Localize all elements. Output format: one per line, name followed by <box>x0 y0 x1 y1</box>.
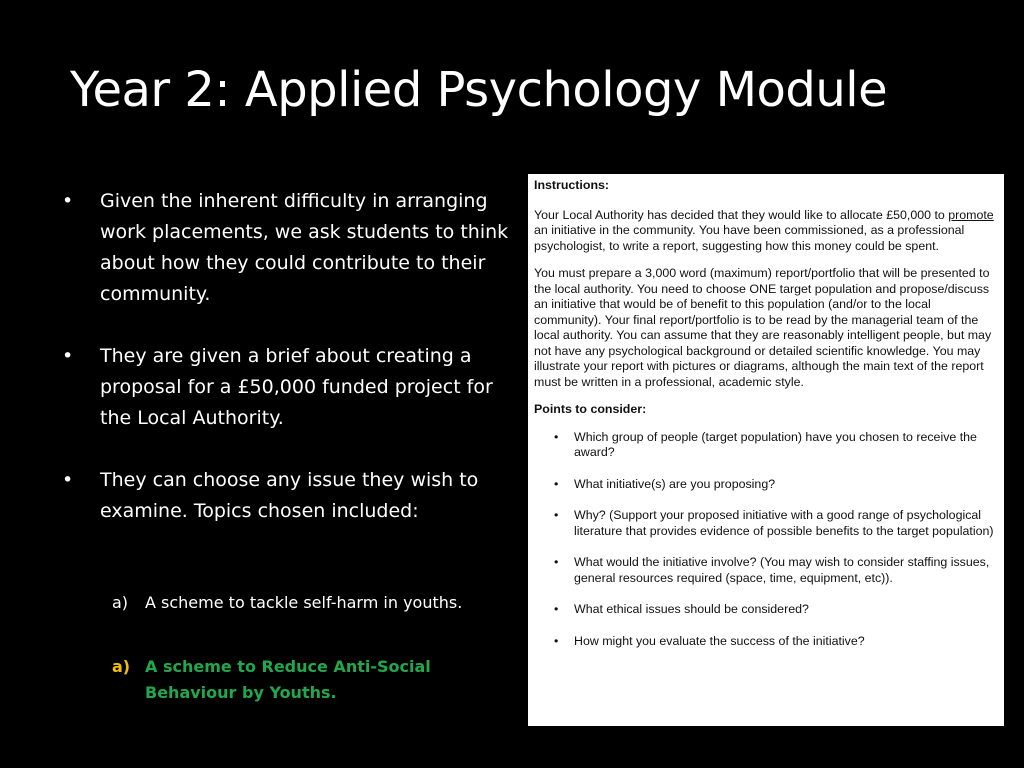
para1-text: Your Local Authority has decided that they would like to allocate £50,000 to <box>534 207 949 222</box>
para1-text-rest: an initiative in the community. You have been commissioned, as a professional psychologist, to write a report, suggesting how this money could be spent. <box>534 223 965 253</box>
bullet-text: They can choose any issue they wish to examine. Topics chosen included: <box>100 469 479 522</box>
point-item <box>534 508 998 539</box>
bullet-item <box>60 186 520 310</box>
point-item <box>534 477 998 493</box>
bullet-list <box>60 186 520 558</box>
bullet-text: Given the inherent difficulty in arranging work placements, we ask students to think about how they could contribute to their community. <box>100 190 509 305</box>
instructions-heading: Instructions: <box>534 178 610 192</box>
topic-text: A scheme to tackle self-harm in youths. <box>145 593 463 612</box>
point-item <box>534 555 998 586</box>
topics-list <box>112 590 522 744</box>
topic-item-highlighted <box>112 654 522 706</box>
point-bullet-icon: • <box>554 602 559 616</box>
bullet-dot-icon: • <box>62 190 74 212</box>
point-bullet-icon: • <box>554 476 559 491</box>
bullet-text: They are given a brief about creating a proposal for a £50,000 funded project for the Local Authority. <box>100 345 493 429</box>
slide-title: Year 2: Applied Psychology Module <box>70 62 888 118</box>
points-heading: Points to consider: <box>534 402 647 416</box>
points-list <box>534 430 998 650</box>
instructions-paragraph-2: You must prepare a 3,000 word (maximum) report/portfolio that will be presented to the local authority. You need to choose ONE target population and propose/discuss an initiative that would be of benefit to this population (and/or to the local community). Your final report/portfolio is to be read by the managerial team of the local authority. You can assume that they are reasonably intelligent people, but may not have any psychological background or detailed scientific knowledge. You may illustrate your report with pictures or diagrams, although the main text of the report must be written in a professional, academic style. <box>534 266 992 389</box>
topic-marker: a) <box>112 593 129 612</box>
point-text: What ethical issues should be considered? <box>574 602 809 616</box>
point-text: What initiative(s) are you proposing? <box>574 476 776 491</box>
bullet-item <box>60 341 520 434</box>
point-text: How might you evaluate the success of the initiative? <box>574 633 865 648</box>
point-item <box>534 602 998 618</box>
point-text: What would the initiative involve? (You may wish to consider staffing issues, general resources required (space, time, equipment, etc)). <box>574 555 990 585</box>
instructions-paragraph-1 <box>534 208 998 255</box>
bullet-dot-icon: • <box>62 345 74 367</box>
topic-marker: a) <box>112 657 131 676</box>
bullet-item <box>60 465 520 527</box>
topic-text: A scheme to Reduce Anti-Social Behaviour by Youths. <box>145 657 431 702</box>
point-bullet-icon: • <box>554 555 559 569</box>
point-item <box>534 430 998 461</box>
bullet-dot-icon: • <box>62 469 74 491</box>
point-bullet-icon: • <box>554 508 559 522</box>
point-bullet-icon: • <box>554 633 559 648</box>
point-item <box>534 634 998 650</box>
point-text: Why? (Support your proposed initiative with a good range of psychological literature that provides evidence of possible benefits to the target population) <box>574 508 994 538</box>
topic-item <box>112 590 522 616</box>
underlined-word: promote <box>948 207 994 222</box>
instructions-document-image <box>528 174 1004 726</box>
point-text: Which group of people (target population) have you chosen to receive the award? <box>574 429 977 459</box>
point-bullet-icon: • <box>554 429 559 444</box>
